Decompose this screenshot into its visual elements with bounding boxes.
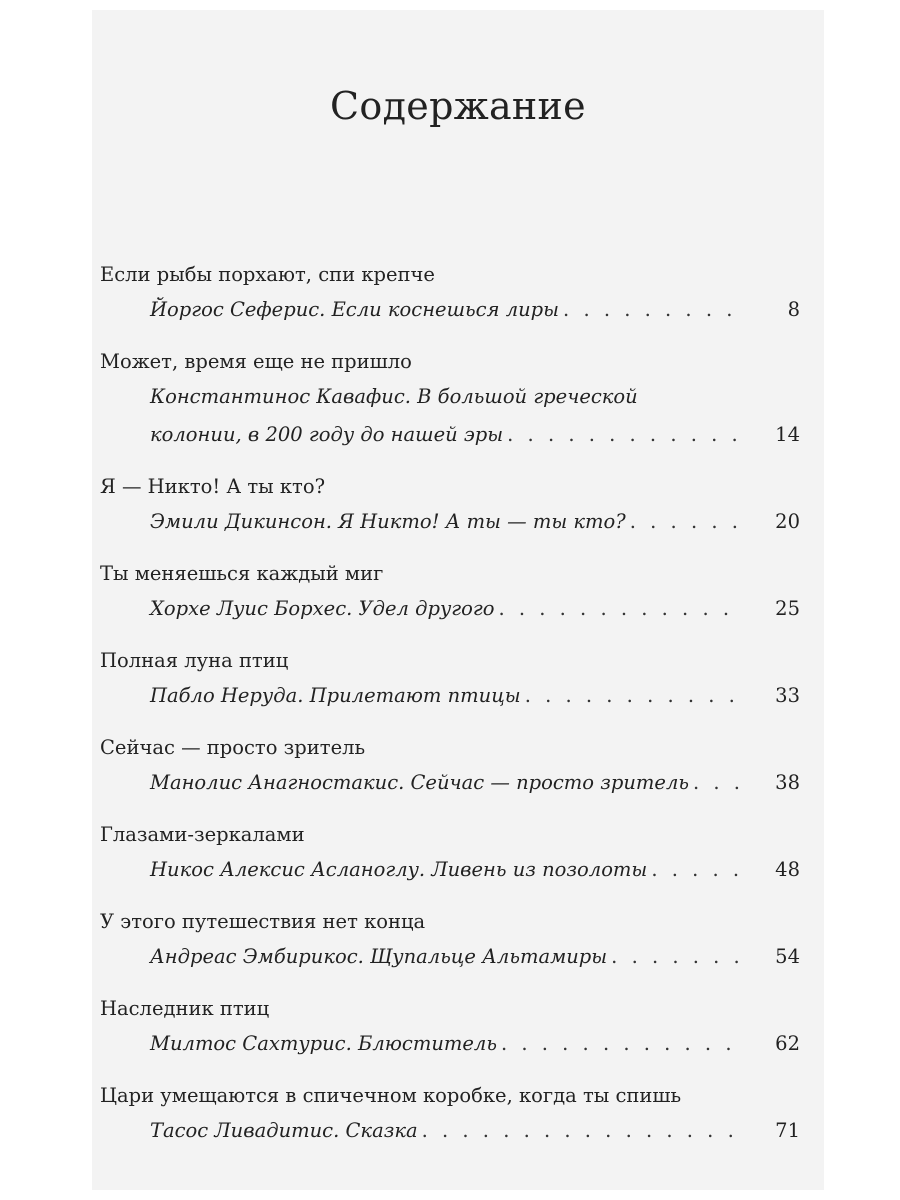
toc-entry[interactable] xyxy=(150,291,800,329)
dot-leader xyxy=(630,503,740,541)
section-title: Если рыбы порхают, спи крепче xyxy=(100,263,435,286)
toc-entry[interactable] xyxy=(150,590,800,628)
toc-section xyxy=(100,1079,800,1150)
dot-leader xyxy=(507,416,740,454)
entry-last-line xyxy=(150,590,740,628)
toc-entry[interactable] xyxy=(150,938,800,976)
section-title: Цари умещаются в спичечном коробке, когда ты спишь xyxy=(100,1084,682,1107)
section-title: Глазами-зеркалами xyxy=(100,823,305,846)
entry-text: Тасос Ливадитис. Сказка xyxy=(150,1119,418,1142)
toc-section xyxy=(100,644,800,715)
toc-section xyxy=(100,731,800,802)
entry-last-line xyxy=(150,503,740,541)
toc-entry[interactable] xyxy=(150,764,800,802)
toc-entry[interactable] xyxy=(150,1112,800,1150)
entry-text: Йоргос Сеферис. Если коснешься лиры xyxy=(150,298,560,321)
page-number: 14 xyxy=(775,423,800,446)
page-number: 20 xyxy=(775,510,800,533)
dot-leader xyxy=(563,291,740,329)
page-number: 38 xyxy=(775,771,800,794)
entry-last-line xyxy=(150,851,740,889)
section-title: Сейчас — просто зритель xyxy=(100,736,366,759)
toc-entry[interactable] xyxy=(150,851,800,889)
toc-section xyxy=(100,557,800,628)
section-title: Полная луна птиц xyxy=(100,649,289,672)
toc-entry[interactable] xyxy=(150,503,800,541)
dot-leader xyxy=(525,677,740,715)
toc-section xyxy=(100,992,800,1063)
toc-section xyxy=(100,258,800,329)
toc-section xyxy=(100,345,800,454)
dot-leader xyxy=(501,1025,740,1063)
entry-text: Милтос Сахтурис. Блюститель xyxy=(150,1032,497,1055)
dot-leader xyxy=(498,590,740,628)
entry-text: Никос Алексис Асланоглу. Ливень из позолоты xyxy=(150,858,648,881)
page-number: 71 xyxy=(775,1119,800,1142)
book-page xyxy=(92,10,824,1190)
entry-last-line xyxy=(150,938,740,976)
entry-last-line xyxy=(150,416,740,454)
entry-last-line xyxy=(150,1112,740,1150)
page-number: 8 xyxy=(787,298,800,321)
page-title: Содержание xyxy=(330,84,586,128)
entry-text: Андреас Эмбирикос. Щупальце Альтамиры xyxy=(150,945,608,968)
entry-text: Пабло Неруда. Прилетают птицы xyxy=(150,684,521,707)
section-title: Наследник птиц xyxy=(100,997,270,1020)
page-number: 54 xyxy=(775,945,800,968)
table-of-contents xyxy=(100,258,800,1166)
entry-text: Манолис Анагностакис. Сейчас — просто зритель xyxy=(150,771,689,794)
entry-last-line xyxy=(150,677,740,715)
entry-text: Эмили Дикинсон. Я Никто! А ты — ты кто? xyxy=(150,510,626,533)
section-title: У этого путешествия нет конца xyxy=(100,910,426,933)
toc-section xyxy=(100,470,800,541)
page-number: 25 xyxy=(775,597,800,620)
entry-last-line xyxy=(150,291,740,329)
section-title: Может, время еще не пришло xyxy=(100,350,412,373)
section-title: Я — Никто! А ты кто? xyxy=(100,475,326,498)
toc-entry[interactable] xyxy=(150,378,800,454)
dot-leader xyxy=(651,851,740,889)
section-title: Ты меняешься каждый миг xyxy=(100,562,384,585)
entry-line: Константинос Кавафис. В большой греческой xyxy=(150,385,638,408)
dot-leader xyxy=(611,938,740,976)
dot-leader xyxy=(693,764,740,802)
page-number: 48 xyxy=(775,858,800,881)
page-number: 62 xyxy=(775,1032,800,1055)
page-number: 33 xyxy=(775,684,800,707)
entry-last-line xyxy=(150,764,740,802)
toc-entry[interactable] xyxy=(150,677,800,715)
entry-last-line xyxy=(150,1025,740,1063)
toc-entry[interactable] xyxy=(150,1025,800,1063)
dot-leader xyxy=(422,1112,740,1150)
toc-section xyxy=(100,818,800,889)
entry-text: Хорхе Луис Борхес. Удел другого xyxy=(150,597,495,620)
toc-section xyxy=(100,905,800,976)
entry-text: колонии, в 200 году до нашей эры xyxy=(150,423,504,446)
